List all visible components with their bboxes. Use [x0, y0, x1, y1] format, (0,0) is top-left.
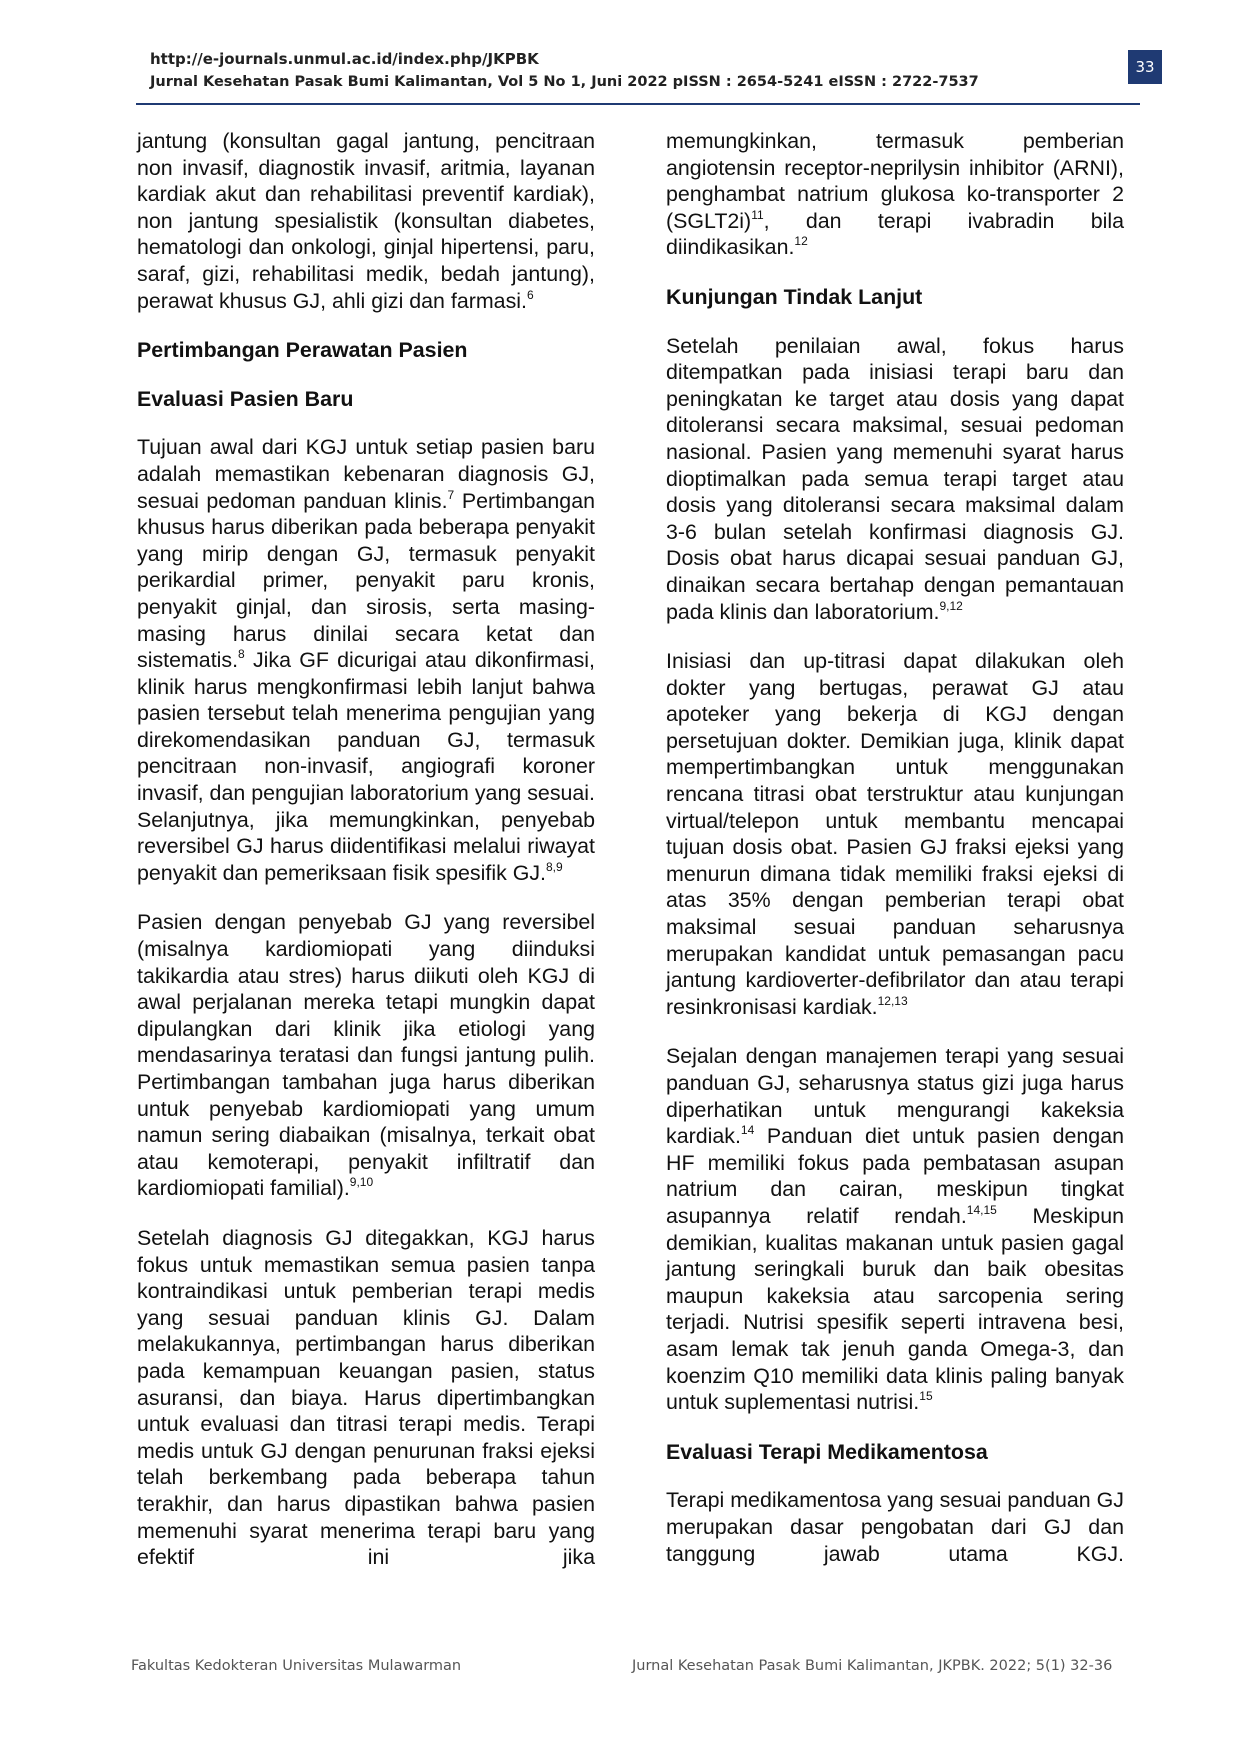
- citation: 15: [919, 1389, 933, 1404]
- subsection-heading: Evaluasi Terapi Medikamentosa: [666, 1439, 988, 1464]
- footer-affiliation: Fakultas Kedokteran Universitas Mulawarman: [131, 1658, 462, 1674]
- paragraph: Setelah penilaian awal, fokus harus ditempatkan pada inisiasi terapi baru dan peningkatan ke target atau dosis yang dapat ditoleransi secara maksimal, sesuai pedoman nasional. Pasien yang memenuhi syarat harus dioptimalkan pada semua terapi target atau dosis yang ditoleransi secara maksimal dalam 3-6 bulan setelah konfirmasi diagnosis GJ. Dosis obat harus dicapai sesuai panduan GJ, dinaikan secara bertahap dengan pemantauan pada klinis dan laboratorium.$^{9,12}$: [666, 333, 1124, 624]
- section-heading: Pertimbangan Perawatan Pasien: [137, 338, 468, 363]
- citation: 14,15: [966, 1202, 997, 1217]
- subsection-heading: Kunjungan Tindak Lanjut: [666, 284, 923, 309]
- citation: 6: [526, 287, 534, 302]
- subsection-heading: Evaluasi Pasien Baru: [137, 386, 354, 411]
- left-column: [137, 128, 595, 1594]
- citation: 8: [238, 647, 245, 662]
- citation: 11: [751, 207, 764, 222]
- citation: 14: [740, 1123, 755, 1138]
- paragraph: memungkinkan, termasuk pemberian angiotensin receptor-neprilysin inhibitor (ARNI), penghambat natrium glukosa ko-transporter 2 (SGLT2i)$^{11}$, dan terapi ivabradin bila diindikasikan.$^{12}$: [666, 129, 1124, 260]
- header-divider: [136, 103, 1140, 105]
- journal-citation-line: Jurnal Kesehatan Pasak Bumi Kalimantan, Vol 5 No 1, Juni 2022 pISSN : 2654-5241 eISSN : 2722-7537: [150, 74, 979, 90]
- citation: 12: [794, 234, 808, 249]
- paragraph: Inisiasi dan up-titrasi dapat dilakukan oleh dokter yang bertugas, perawat GJ atau apoteker yang bekerja di KGJ dengan persetujuan dokter. Demikian juga, klinik dapat mempertimbangkan untuk menggunakan rencana titrasi obat terstruktur atau kunjungan virtual/telepon untuk membantu mencapai tujuan dosis obat. Pasien GJ fraksi ejeksi yang menurun dimana tidak memiliki fraksi ejeksi di atas 35% dengan pemberian terapi obat maksimal sesuai panduan seharusnya merupakan kandidat untuk pemasangan pacu jantung kardioverter-defibrilator dan atau terapi resinkronisasi kardiak.$^{12,13}$: [666, 649, 1124, 1019]
- right-column: [666, 128, 1124, 1590]
- paragraph: Sejalan dengan manajemen terapi yang sesuai panduan GJ, seharusnya status gizi juga harus diperhatikan untuk mengurangi kakeksia kardiak.$^{14}$ Panduan diet untuk pasien dengan HF memiliki fokus pada pembatasan asupan natrium dan cairan, meskipun tingkat asupannya relatif rendah.$^{14,15}$ Meskipun demikian, kualitas makanan untuk pasien gagal jantung seringkali buruk dan baik obesitas maupun kakeksia atau sarcopenia sering terjadi. Nutrisi spesifik seperti intravena besi, asam lemak tak jenuh ganda Omega-3, dan koenzim Q10 memiliki data klinis paling banyak untuk suplementasi nutrisi.$^{15}$: [666, 1044, 1124, 1415]
- citation: 12,13: [877, 993, 908, 1008]
- paragraph: Terapi medikamentosa yang sesuai panduan GJ merupakan dasar pengobatan dari GJ dan tanggung jawab utama KGJ.: [666, 1488, 1124, 1566]
- citation: 9,10: [349, 1175, 374, 1190]
- citation: 9,12: [939, 598, 963, 613]
- paragraph: Pasien dengan penyebab GJ yang reversibel (misalnya kardiomiopati yang diinduksi takikardia atau stres) harus diikuti oleh KGJ di awal perjalanan mereka tetapi mungkin dapat dipulangkan dari klinik jika etiologi yang mendasarinya teratasi dan fungsi jantung pulih. Pertimbangan tambahan juga harus diberikan untuk penyebab kardiomiopati yang umum namun sering diabaikan (misalnya, terkait obat atau kemoterapi, penyakit infiltratif dan kardiomiopati familial).$^{9,10}$: [137, 910, 595, 1201]
- paragraph: Setelah diagnosis GJ ditegakkan, KGJ harus fokus untuk memastikan semua pasien tanpa kontraindikasi untuk pemberian terapi medis yang sesuai panduan klinis GJ. Dalam melakukannya, pertimbangan harus diberikan pada kemampuan keuangan pasien, status asuransi, dan biaya. Harus dipertimbangkan untuk evaluasi dan titrasi terapi medis. Terapi medis untuk GJ dengan penurunan fraksi ejeksi telah berkembang pada beberapa tahun terakhir, dan harus dipastikan bahwa pasien memenuhi syarat menerima terapi baru yang efektif ini jika: [137, 1225, 595, 1570]
- paragraph: jantung (konsultan gagal jantung, pencitraan non invasif, diagnostik invasif, aritmia, layanan kardiak akut dan rehabilitasi preventif kardiak), non jantung spesialistik (konsultan diabetes, hematologi dan onkologi, ginjal hipertensi, paru, saraf, gizi, rehabilitasi medik, bedah jantung), perawat khusus GJ, ahli gizi dan farmasi.$^6$: [137, 129, 595, 313]
- page-number-badge: 33: [1128, 50, 1162, 84]
- citation: 7: [447, 487, 455, 502]
- journal-url[interactable]: http://e-journals.unmul.ac.id/index.php/JKPBK: [150, 50, 539, 68]
- footer-citation: Jurnal Kesehatan Pasak Bumi Kalimantan, JKPBK. 2022; 5(1) 32-36: [632, 1658, 1113, 1674]
- citation: 8,9: [545, 859, 563, 874]
- page-header: [150, 50, 1140, 90]
- paragraph: Tujuan awal dari KGJ untuk setiap pasien baru adalah memastikan kebenaran diagnosis GJ, sesuai pedoman panduan klinis.$^7$ Pertimbangan khusus harus diberikan pada beberapa penyakit yang mirip dengan GJ, termasuk penyakit perikardial primer, penyakit paru kronis, penyakit ginjal, dan sirosis, serta masing-masing harus dinilai secara ketat dan sistematis.$^8$ Jika GF dicurigai atau dikonfirmasi, klinik harus mengkonfirmasi lebih lanjut bahwa pasien tersebut telah menerima pengujian yang direkomendasikan panduan GJ, termasuk pencitraan non-invasif, angiografi koroner invasif, dan pengujian laboratorium yang sesuai. Selanjutnya, jika memungkinkan, penyebab reversibel GJ harus diidentifikasi melalui riwayat penyakit dan pemeriksaan fisik spesifik GJ.$^{8,9}$: [137, 435, 595, 885]
